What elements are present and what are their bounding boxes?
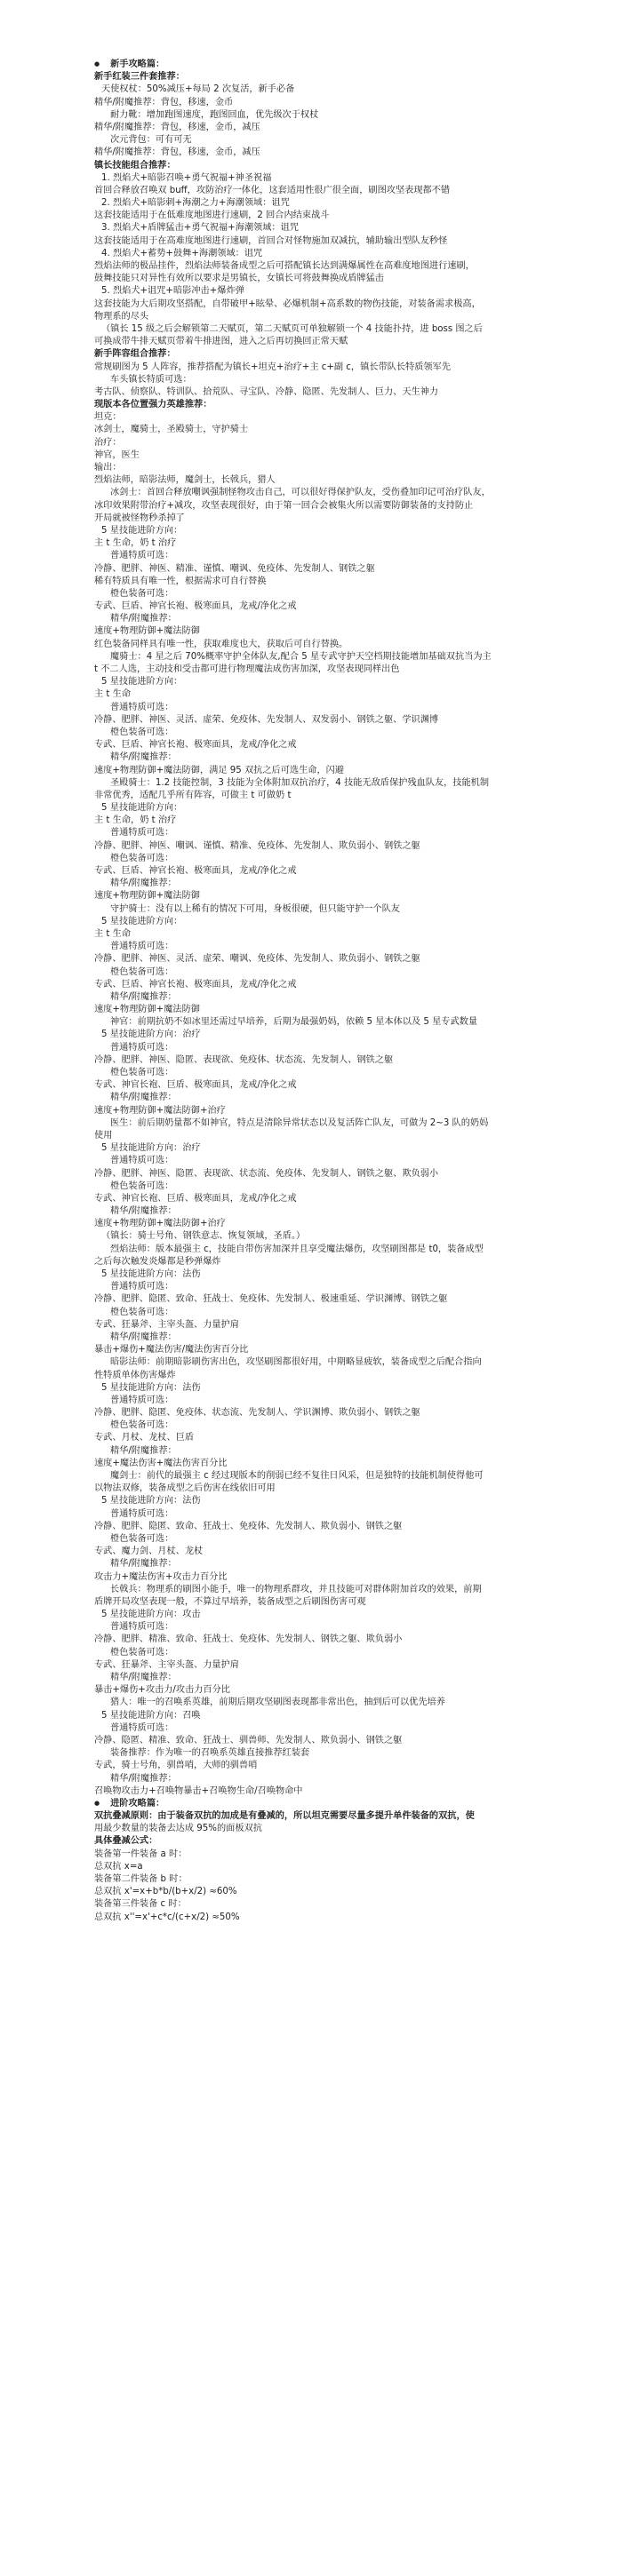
text-line: 精华/附魔推荐： xyxy=(110,991,177,1002)
text-line: 次元背包：可有可无 xyxy=(110,135,192,146)
text-line: 橙色装备可选： xyxy=(110,1068,174,1077)
text-line: 5 星技能进阶方向：召唤 xyxy=(101,1710,201,1721)
text-line: 精华/附魔推荐： xyxy=(110,1093,177,1103)
text-line: 橙色装备可选： xyxy=(110,727,174,737)
text-line: 5 星技能进阶方向： xyxy=(101,525,183,536)
text-line: 专武、神官长袍、巨盾、极寒面具，龙戒/净化之戒 xyxy=(94,1080,297,1091)
text-line: 医生：前后期奶量都不如神官，特点是清除异常状态以及复活阵亡队友，可做为 2~3 队的奶妈 xyxy=(110,1117,489,1128)
text-line: 烈焰法师：版本最强主 c，技能自带伤害加深并且享受魔法爆伤，攻坚刷图都是 t0，装备成型 xyxy=(110,1244,484,1254)
text-line: 精华/附魔推荐：背包，移速，金币，减压 xyxy=(94,147,260,158)
text-line: 红色装备同样具有唯一性，获取难度也大，获取后可自行替换。 xyxy=(94,639,348,649)
text-line: 守护骑士：没有以上稀有的情况下可用，身板很硬，但只能守护一个队友 xyxy=(110,903,400,914)
text-line: 速度+物理防御+魔法防御+治疗 xyxy=(94,1105,226,1116)
text-line: 橙色装备可选： xyxy=(110,1307,174,1317)
text-line: 速度+物理防御+魔法防御 xyxy=(94,891,200,902)
text-line: 耐力靴：增加跑图速度，跑图回血，优先级次于权杖 xyxy=(110,109,319,120)
text-line: 普通特质可选： xyxy=(110,1282,174,1292)
text-line: 攻击力+魔法伤害+攻击力百分比 xyxy=(94,1571,228,1582)
text-line: 5 星技能进阶方向： xyxy=(101,803,183,814)
text-line: 总双抗 x=a xyxy=(94,1861,143,1872)
text-line: 精华/附魔推荐： xyxy=(110,1332,177,1342)
text-line: （镇长 15 级之后会解锁第二天赋页，第二天赋页可单独解锁一个 4 技能扑持，进 boss 图之后 xyxy=(101,323,483,334)
text-line: 4. 烈焰犬+蓄势+鼓舞+海潮领域：诅咒 xyxy=(101,248,263,258)
text-line: 5 星技能进阶方向：法伤 xyxy=(101,1382,201,1393)
text-line: 装备第一件装备 a 时： xyxy=(94,1849,188,1859)
text-line: 5. 烈焰犬+诅咒+暗影冲击+爆炸弹 xyxy=(101,286,244,297)
text-line: 橙色装备可选： xyxy=(110,966,174,977)
text-line: 冷静、隐匿、精准、致命、狂战士、驯兽师、先发制人、欺负弱小、钢铁之躯 xyxy=(94,1735,403,1745)
text-line: 冷静、肥胖、神医、隐匿、表现欲、免疫体、状态流、先发制人、钢铁之躯 xyxy=(94,1054,394,1065)
text-line: 5 星技能进阶方向：法伤 xyxy=(101,1496,201,1507)
text-line: 暴击+爆伤+攻击力/攻击力百分比 xyxy=(94,1685,230,1696)
text-line: 圣殿骑士：1.2 技能控制，3 技能为全体附加双抗治疗，4 技能无敌盾保护残血队友，技能机制 xyxy=(110,777,490,788)
text-line: 暴击+爆伤+魔法伤害/魔法伤害百分比 xyxy=(94,1345,249,1356)
text-line: 5 星技能进阶方向： xyxy=(101,677,183,688)
text-line: 精华/附魔推荐： xyxy=(110,1673,177,1682)
text-line: 专武、狂暴斧、主宰头盔、力量护肩 xyxy=(94,1659,239,1670)
text-line: 精华/附魔推荐： xyxy=(110,1445,177,1456)
text-line: 总双抗 x'=x+b*b/(b+x/2) ≈60% xyxy=(94,1887,237,1897)
text-line: 开局就被怪物秒杀掉了 xyxy=(94,513,185,523)
text-line: 神官：前期抗奶不如冰里还需过早培养，后期为最强奶妈，依赖 5 星本体以及 5 星专武数量 xyxy=(110,1017,478,1028)
text-line: 主 t 生命，奶 t 治疗 xyxy=(94,815,177,826)
text-line: 速度+魔法伤害+魔法伤害百分比 xyxy=(94,1458,228,1468)
text-line: 专武、巨盾、神官长袍、极寒面具，龙戒/净化之戒 xyxy=(94,866,297,876)
text-line: 专武、月杖、龙杖、巨盾 xyxy=(94,1433,195,1443)
section-heading: 镇长技能组合推荐： xyxy=(94,160,176,171)
text-line: 非常优秀，适配几乎所有阵容，可做主 t 可做奶 t xyxy=(94,790,292,800)
text-line: 专武、魔力剑、月杖、龙杖 xyxy=(94,1546,204,1557)
text-line: 这套技能适用于在低难度地图进行速刷，2 回合内结束战斗 xyxy=(94,211,330,221)
text-line: 天使权杖：50%减压+每局 2 次复活，新手必备 xyxy=(101,84,295,95)
text-line: 用最少数量的装备去达成 95%的面板双抗 xyxy=(94,1824,262,1834)
text-line: 长戟兵：物理系的刷图小能手，唯一的物理系群攻，并且技能可对群体附加首攻的效果，前期 xyxy=(110,1584,482,1594)
text-line: 魔剑士：前代的最强主 c 经过现版本的削弱已经不复往日风采，但是独特的技能机制使得他可 xyxy=(110,1471,484,1481)
text-line: 坦克： xyxy=(94,412,122,423)
text-line: 装备推荐：作为唯一的召唤系英雄直接推荐红装套 xyxy=(110,1748,310,1759)
text-line: 冷静、肥胖、精准、致命、狂战士、免疫体、先发制人、钢铁之躯、欺负弱小 xyxy=(94,1634,403,1645)
text-line: （镇长：骑士号角、钢铁意志、恢复领域，圣盾。） xyxy=(101,1231,306,1242)
text-line: 1. 烈焰犬+暗影召唤+勇气祝福+神圣祝福 xyxy=(101,172,272,183)
text-line: 普通特质可选： xyxy=(110,551,174,561)
text-line: 5 星技能进阶方向： xyxy=(101,916,183,926)
text-line: 以物法双修，装备成型之后伤害在线依旧可用 xyxy=(94,1483,276,1494)
text-line: 之后每次触发炎爆都是秒弹爆炸 xyxy=(94,1256,221,1267)
text-line: 输出： xyxy=(94,463,122,473)
section-heading: 新手红装三件套推荐： xyxy=(94,72,185,83)
text-line: 精华/附魔推荐： xyxy=(110,879,177,889)
text-line: 这套技能适用于在高难度地图进行速刷，首回合对怪物施加双减抗，辅助输出型队友秒怪 xyxy=(94,235,448,246)
text-line: 冷静、肥胖、隐匿、致命、狂战士、免疫体、先发制人、极速重延、学识渊博、钢铁之躯 xyxy=(94,1294,448,1305)
section-heading: 现版本各位置强力英雄推荐： xyxy=(94,400,212,410)
text-line: 猎人：唯一的召唤系英雄，前期后期攻坚刷图表现都非常出色，抽到后可以优先培养 xyxy=(110,1697,445,1708)
text-line: 常规刷图为 5 人阵容，推荐搭配为镇长+坦克+治疗+主 c+副 c，镇长带队长特质领军先 xyxy=(94,362,451,372)
section-heading: 新手阵容组合推荐： xyxy=(94,349,176,360)
text-line: 速度+物理防御+魔法防御 xyxy=(94,626,200,637)
text-line: 5 星技能进阶方向：法伤 xyxy=(101,1269,201,1279)
text-line: 冷静、肥胖、神医、灵活、虚荣、免疫体、先发制人、双发弱小、钢铁之躯、学识渊博 xyxy=(94,714,439,725)
text-line: 速度+物理防御+魔法防御，满足 95 双抗之后可选生命，闪避 xyxy=(94,765,345,775)
text-line: 普通特质可选： xyxy=(110,828,174,839)
text-line: 普通特质可选： xyxy=(110,1042,174,1053)
text-line: 3. 烈焰犬+盾牌猛击+勇气祝福+海潮领域：诅咒 xyxy=(101,223,299,234)
text-line: 神官，医生 xyxy=(94,449,140,460)
text-line: 普通特质可选： xyxy=(110,1156,174,1166)
text-line: 橙色装备可选： xyxy=(110,853,174,863)
text-line: 橙色装备可选： xyxy=(110,1533,174,1544)
text-line: 精华/附魔推荐： xyxy=(110,1206,177,1217)
text-line: 专武，骑士号角，驯兽哨，大师的驯兽哨 xyxy=(94,1761,258,1771)
text-line: 物理系的尽头 xyxy=(94,311,149,322)
text-line: 冷静、肥胖、神医、隐匿、表现欲、状态流、免疫体、先发制人、钢铁之躯、欺负弱小 xyxy=(94,1168,439,1179)
text-line: 冰剑士，魔骑士，圣殿骑士，守护骑士 xyxy=(94,425,249,435)
text-line: 冷静、肥胖、隐匿、致命、狂战士、免疫体、先发制人、欺负弱小、钢铁之躯 xyxy=(94,1521,403,1531)
text-line: 5 星技能进阶方向：治疗 xyxy=(101,1030,201,1040)
text-line: 总双抗 x''=x'+c*c/(c+x/2) ≈50% xyxy=(94,1912,240,1922)
text-line: 普通特质可选： xyxy=(110,942,174,952)
section-heading: ● 进阶攻略篇： xyxy=(94,1798,546,1810)
section-heading: 具体叠减公式： xyxy=(94,1836,158,1847)
text-line: 精华/附魔推荐： xyxy=(110,1773,177,1784)
text-line: 橙色装备可选： xyxy=(110,1181,174,1191)
text-line: 盾牌开局攻坚表现一般，不算过早培养，装备成型之后刷图伤害可观 xyxy=(94,1596,366,1607)
text-line: 烈焰法师，暗影法师，魔剑士，长戟兵，猎人 xyxy=(94,475,276,486)
text-line: 专武、巨盾、神官长袍、极寒面具，龙戒/净化之戒 xyxy=(94,601,297,612)
text-line: 主 t 生命 xyxy=(94,928,132,939)
text-line: 使用 xyxy=(94,1130,113,1141)
section-heading: ● 新手攻略篇： xyxy=(94,59,546,71)
text-line: 精华/附魔推荐： xyxy=(110,614,177,624)
text-line: 2. 烈焰犬+暗影刺+海潮之力+海潮领域：诅咒 xyxy=(101,198,290,209)
text-line: 精华/附魔推荐：背包，移速，金币 xyxy=(94,97,234,107)
text-line: 专武、神官长袍、巨盾、极寒面具，龙戒/净化之戒 xyxy=(94,1193,297,1204)
section-heading: 双抗叠减原则：由于装备双抗的加成是有叠减的，所以坦克需要尽量多提升单件装备的双抗，使 xyxy=(94,1811,475,1822)
text-line: 专武、巨盾、神官长袍、极寒面具，龙戒/净化之戒 xyxy=(94,740,297,751)
text-line: 普通特质可选： xyxy=(110,1395,174,1405)
text-line: 5 星技能进阶方向：治疗 xyxy=(101,1143,201,1154)
text-line: t 不二人选，主动技和受击都可进行物理魔法成伤害加深，攻坚表现同样出色 xyxy=(94,664,400,674)
text-line: 专武、狂暴斧、主宰头盔、力量护肩 xyxy=(94,1319,239,1330)
text-line: 冰剑士：首回合释放嘲讽强制怪物攻击自己，可以很好得保护队友，受伤叠加印记可治疗队友， xyxy=(110,488,491,498)
text-line: 冷静、肥胖、神医、嘲讽、谨慎、精准、免疫体、先发制人、欺负弱小、钢铁之躯 xyxy=(94,840,420,851)
text-line: 冰印效果附带治疗+减攻，攻坚表现很好，由于第一回合会被集火所以需要防御装备的支持防止 xyxy=(94,500,474,511)
text-line: 这套技能为大后期攻坚搭配，自带破甲+眩晕、必爆机制+高系数的物伤技能，对装备需求极高， xyxy=(94,298,481,309)
text-line: 主 t 生命 xyxy=(94,689,132,700)
text-line: 冷静、肥胖、隐匿、免疫体、状态流、先发制人、学识渊博、欺负弱小、钢铁之躯 xyxy=(94,1408,420,1419)
text-line: 治疗： xyxy=(94,437,122,448)
text-line: 召唤物攻击力+召唤物暴击+召唤物生命/召唤物命中 xyxy=(94,1785,303,1796)
text-line: 精华/附魔推荐： xyxy=(110,752,177,763)
text-line: 速度+物理防御+魔法防御+治疗 xyxy=(94,1219,226,1229)
text-line: 精华/附魔推荐： xyxy=(110,1559,177,1570)
text-line: 5 星技能进阶方向：攻击 xyxy=(101,1610,201,1620)
text-line: 冷静、肥胖、神医、灵活、虚荣、嘲讽、免疫体、先发制人、欺负弱小、钢铁之躯 xyxy=(94,954,420,965)
text-line: 可换成带牛排天赋页带着牛排进图，进入之后再切换回正常天赋 xyxy=(94,337,348,347)
text-line: 性特质单体伤害爆炸 xyxy=(94,1370,176,1380)
text-line: 冷静、肥胖、神医、精准、谨慎、嘲讽、免疫体、先发制人、钢铁之躯 xyxy=(94,563,375,574)
text-line: 主 t 生命，奶 t 治疗 xyxy=(94,538,177,549)
text-line: 速度+物理防御+魔法防御 xyxy=(94,1005,200,1015)
text-line: 橙色装备可选： xyxy=(110,588,174,599)
text-line: 普通特质可选： xyxy=(110,702,174,712)
text-line: 普通特质可选： xyxy=(110,1622,174,1633)
text-line: 装备第三件装备 c 时： xyxy=(94,1899,187,1910)
text-line: 暗影法师：前期暗影刷伤害出色，攻坚刷图都很好用，中期略显疲软，装备成型之后配合指向 xyxy=(110,1357,482,1368)
text-line: 烈焰法师的极品挂件，烈焰法师装备成型之后可搭配镇长达到满爆属性在高难度地图进行速刷， xyxy=(94,261,475,271)
text-line: 橙色装备可选： xyxy=(110,1647,174,1658)
text-line: 考古队、侦察队、特训队、拾荒队、寻宝队、冷静、隐匿、先发制人、巨力、天生神力 xyxy=(94,386,439,397)
text-line: 普通特质可选： xyxy=(110,1508,174,1519)
text-line: 鼓舞技能只对异性有效所以要求是男镇长，女镇长可将鼓舞换成盾牌猛击 xyxy=(94,274,384,284)
text-line: 稀有特质具有唯一性，根据需求可自行替换 xyxy=(94,576,267,586)
text-line: 车头镇长特质可选： xyxy=(110,374,192,385)
text-line: 普通特质可选： xyxy=(110,1722,174,1733)
text-line: 精华/附魔推荐：背包，移速，金币，减压 xyxy=(94,122,260,132)
text-line: 橙色装备可选： xyxy=(110,1420,174,1431)
text-line: 专武、巨盾、神官长袍、极寒面具，龙戒/净化之戒 xyxy=(94,979,297,990)
text-line: 魔骑士：4 星之后 70%概率守护全体队友,配合 5 星专武守护天空档期技能增加基础双抗当为主 xyxy=(110,651,492,662)
text-line: 首回合释放召唤双 buff，攻防治疗一体化，这套适用性很广很全面，刷图攻坚表现都不错 xyxy=(94,185,451,195)
text-line: 装备第二件装备 b 时： xyxy=(94,1874,188,1884)
